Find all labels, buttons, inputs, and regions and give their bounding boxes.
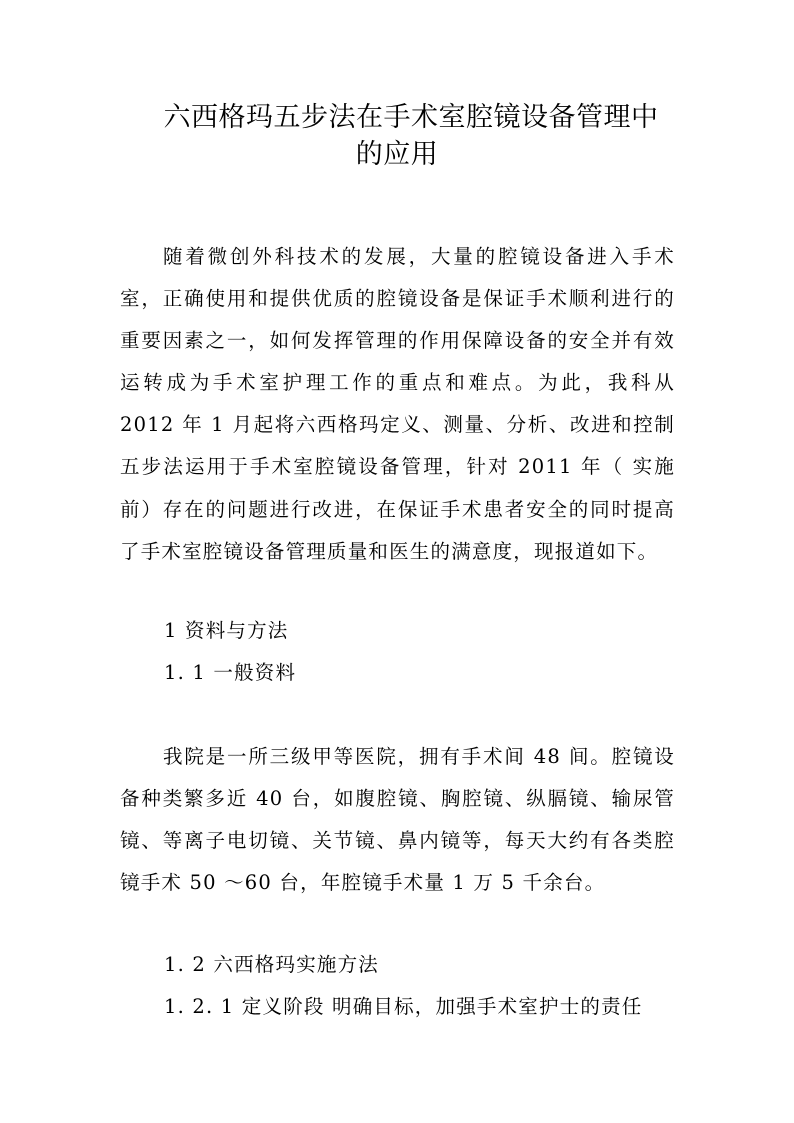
intro-paragraph: 随着微创外科技术的发展，大量的腔镜设备进入手术室，正确使用和提供优质的腔镜设备是保证手术顺利进行的重要因素之一，如何发挥管理的作用保障设备的安全并有效运转成为手术室护理工作的重点和难点。为此，我科从 2012 年 1 月起将六西格玛定义、测量、分析、改进和控制五步法运用于手术室腔镜设备管理，针对 2011 年（ 实施前）存在的问题进行改进，在保证手术患者安全的同时提高了手术室腔镜设备管理质量和医生的满意度，现报道如下。 — [120, 245, 675, 563]
subsection-heading-general-data: 1. 1 一般资料 — [164, 661, 297, 684]
document-title-line-1: 六西格玛五步法在手术室腔镜设备管理中 — [163, 102, 659, 133]
general-data-paragraph: 我院是一所三级甲等医院，拥有手术间 48 间。腔镜设备种类繁多近 40 台，如腹腔镜、胸腔镜、纵膈镜、输尿管镜、等离子电切镜、关节镜、鼻内镜等，每天大约有各类腔镜手术 50 ～60 台，年腔镜手术量 1 万 5 千余台。 — [120, 745, 675, 895]
subsection-heading-implementation: 1. 2 六西格玛实施方法 — [164, 953, 380, 976]
section-heading-materials-methods: 1 资料与方法 — [164, 619, 289, 642]
subsubsection-heading-define-phase: 1. 2. 1 定义阶段 明确目标，加强手术室护士的责任 — [164, 995, 643, 1018]
document-title-line-2: 的应用 — [355, 139, 439, 170]
